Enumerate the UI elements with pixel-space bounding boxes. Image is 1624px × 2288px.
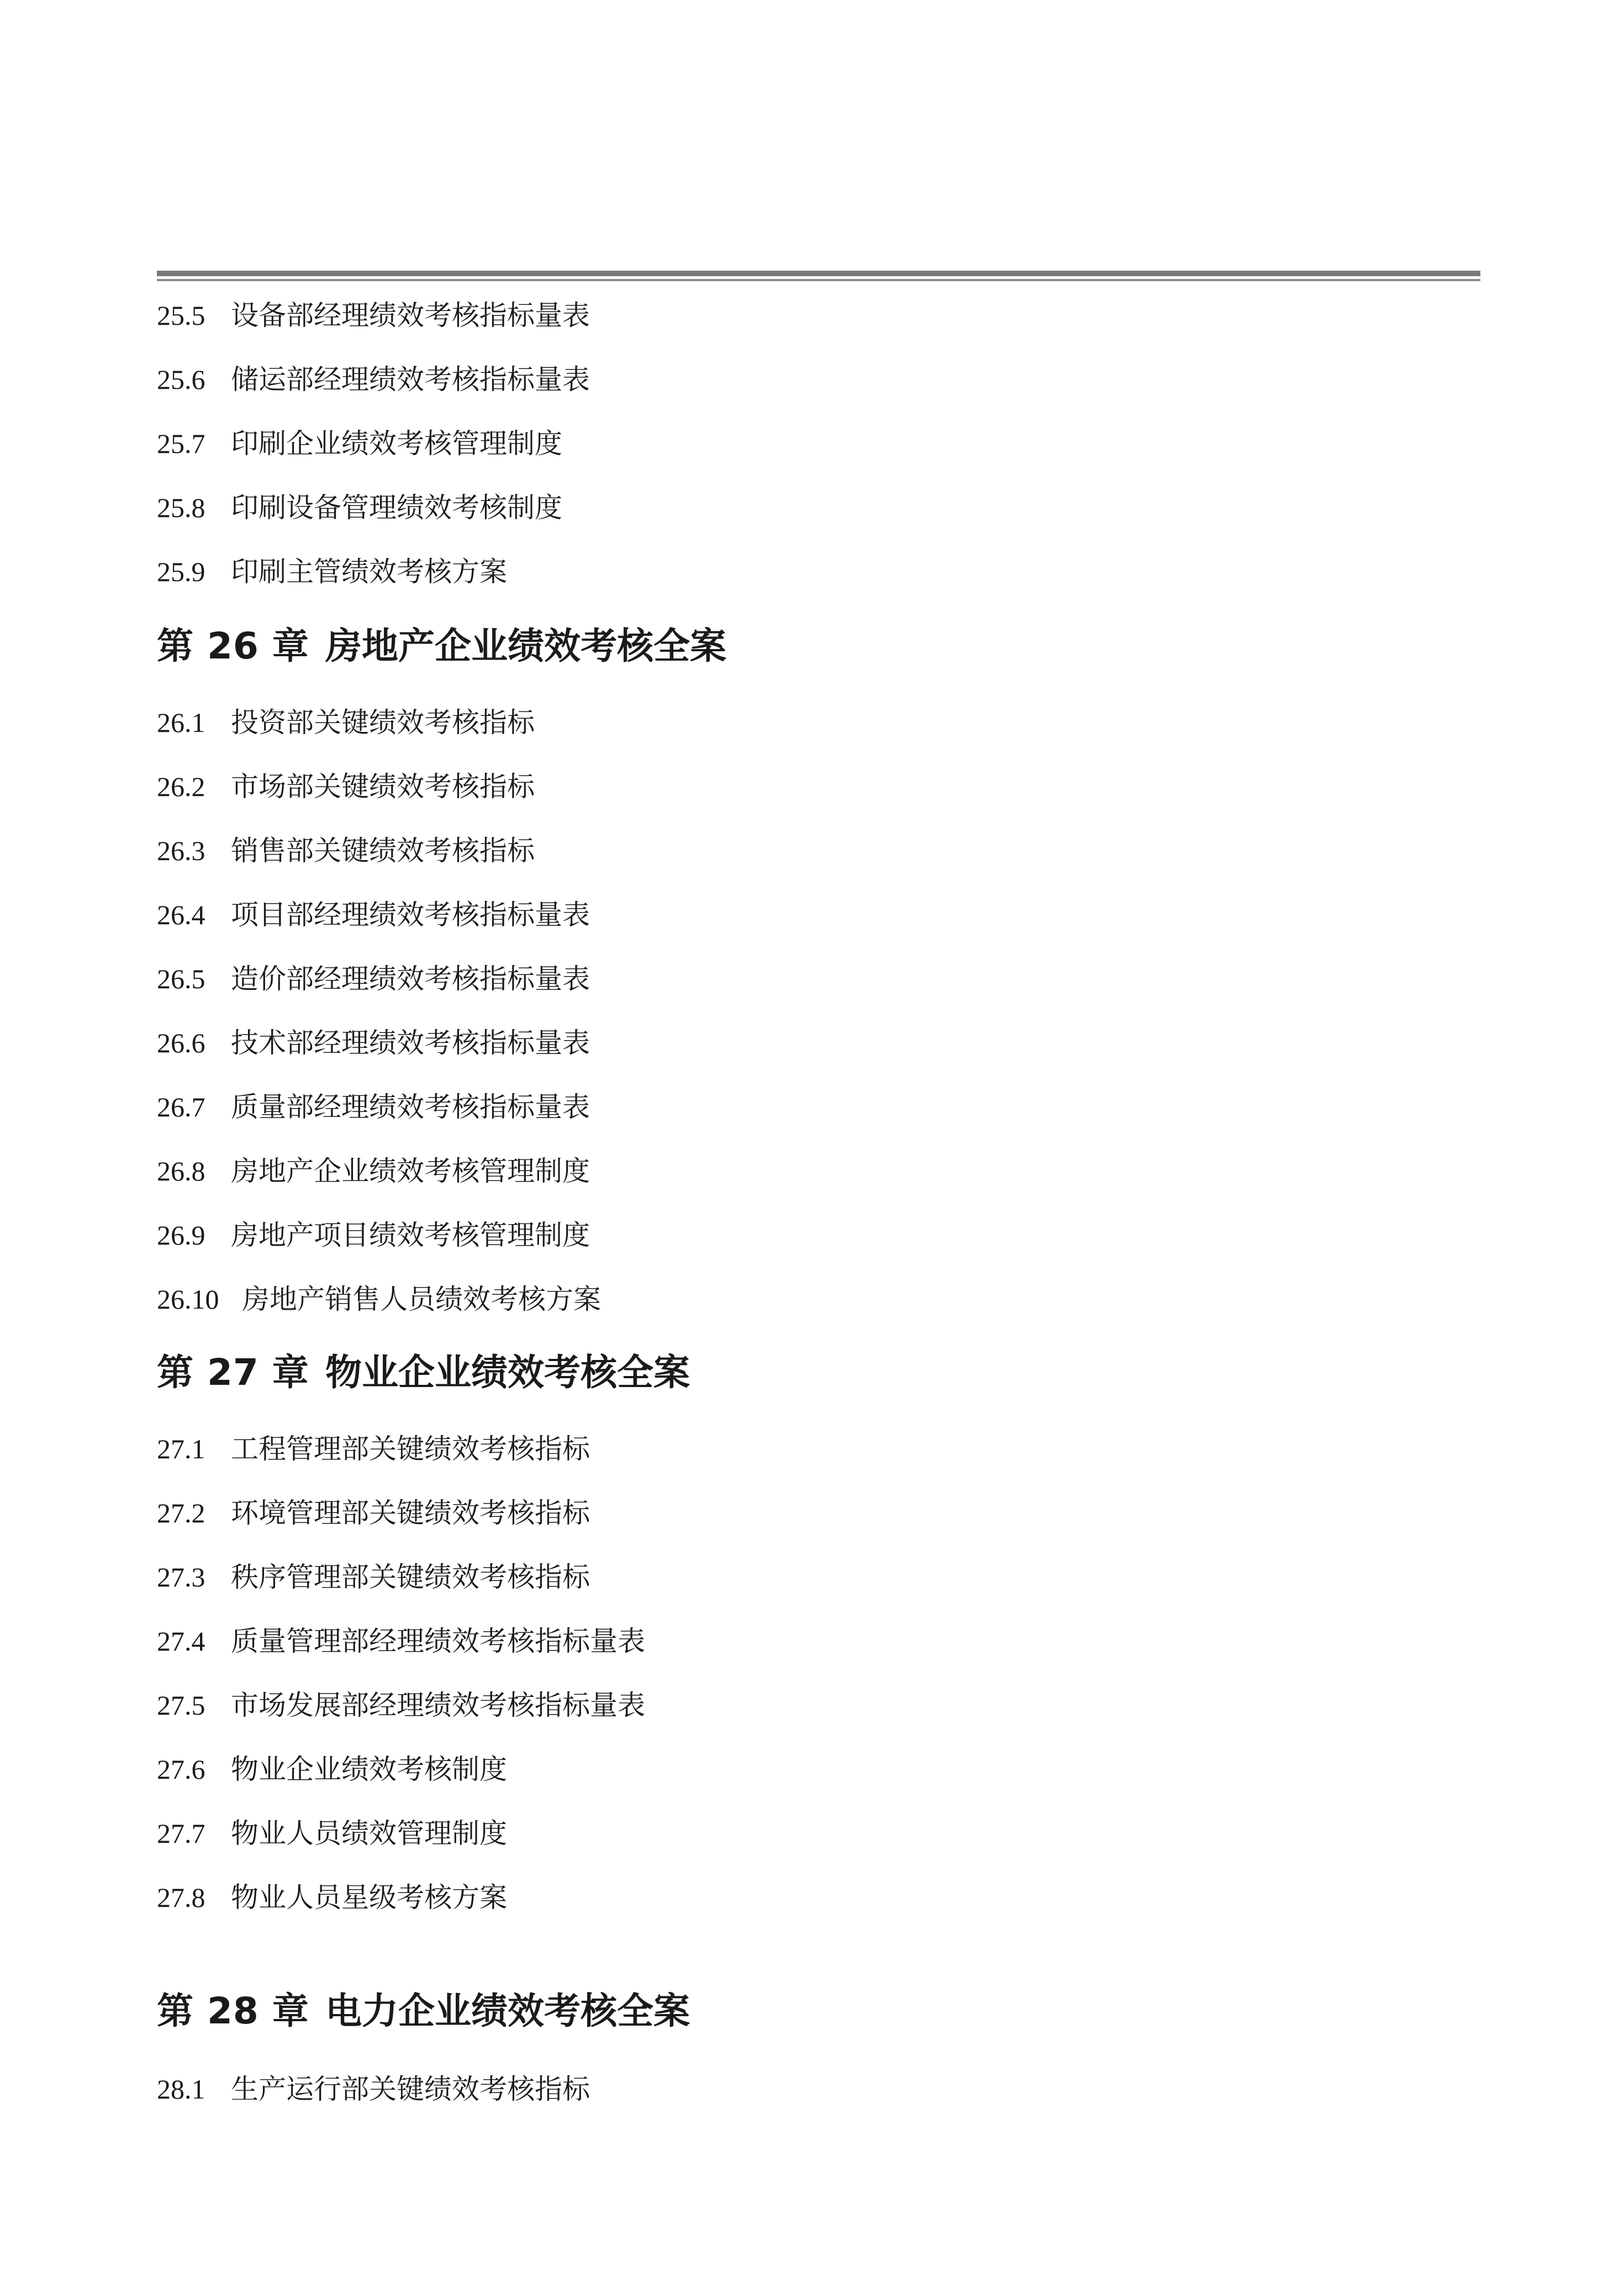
toc-item[interactable] bbox=[157, 965, 590, 993]
toc-item[interactable] bbox=[157, 1157, 590, 1185]
toc-item-title: 印刷设备管理绩效考核制度 bbox=[231, 492, 562, 524]
toc-item-number: 27.7 bbox=[157, 1818, 205, 1849]
toc-item-title: 市场发展部经理绩效考核指标量表 bbox=[231, 1689, 645, 1721]
toc-item[interactable] bbox=[157, 901, 590, 929]
toc-item[interactable] bbox=[157, 771, 535, 803]
toc-item-number: 26.3 bbox=[157, 835, 205, 866]
toc-item-number: 26.4 bbox=[157, 899, 205, 930]
toc-item-title: 销售部关键绩效考核指标 bbox=[231, 835, 535, 867]
toc-item[interactable] bbox=[157, 1029, 590, 1057]
toc-item-number: 25.9 bbox=[157, 556, 205, 587]
chapter-title: 房地产企业绩效考核全案 bbox=[325, 625, 726, 667]
toc-item[interactable] bbox=[157, 2075, 590, 2103]
toc-item[interactable] bbox=[157, 1755, 507, 1783]
toc-item[interactable] bbox=[157, 1817, 507, 1849]
toc-item-title: 市场部关键绩效考核指标 bbox=[231, 771, 535, 803]
toc-item-number: 27.3 bbox=[157, 1562, 205, 1593]
toc-item-number: 27.5 bbox=[157, 1690, 205, 1721]
toc-item-number: 26.1 bbox=[157, 707, 205, 738]
toc-item-number: 26.2 bbox=[157, 771, 205, 802]
toc-item[interactable] bbox=[157, 1563, 590, 1591]
toc-item-title: 项目部经理绩效考核指标量表 bbox=[231, 899, 590, 931]
toc-item[interactable] bbox=[157, 558, 507, 586]
toc-item-number: 25.8 bbox=[157, 492, 205, 523]
toc-item-number: 25.6 bbox=[157, 364, 205, 395]
toc-item-title: 质量部经理绩效考核指标量表 bbox=[231, 1091, 590, 1123]
toc-item-number: 27.6 bbox=[157, 1754, 205, 1785]
toc-item[interactable] bbox=[157, 1435, 590, 1463]
toc-item-title: 储运部经理绩效考核指标量表 bbox=[231, 363, 590, 396]
chapter-label: 第 27 章 bbox=[157, 1351, 309, 1394]
chapter-title: 物业企业绩效考核全案 bbox=[325, 1351, 690, 1394]
toc-item-number: 26.5 bbox=[157, 963, 205, 994]
toc-item-number: 25.5 bbox=[157, 300, 205, 331]
toc-item-title: 技术部经理绩效考核指标量表 bbox=[231, 1027, 590, 1059]
toc-chapter-heading[interactable] bbox=[157, 1990, 690, 2032]
toc-item-number: 26.8 bbox=[157, 1156, 205, 1187]
toc-chapter-heading[interactable] bbox=[157, 625, 726, 667]
toc-item[interactable] bbox=[157, 1691, 645, 1719]
toc-item-number: 26.10 bbox=[157, 1284, 219, 1315]
toc-item-number: 27.1 bbox=[157, 1433, 205, 1464]
toc-item[interactable] bbox=[157, 1093, 590, 1121]
toc-item-title: 生产运行部关键绩效考核指标 bbox=[231, 2073, 590, 2105]
toc-item[interactable] bbox=[157, 428, 562, 460]
toc-item-title: 房地产销售人员绩效考核方案 bbox=[242, 1283, 601, 1315]
toc-item-number: 28.1 bbox=[157, 2074, 205, 2105]
toc-item[interactable] bbox=[157, 1221, 590, 1249]
toc-item-title: 印刷主管绩效考核方案 bbox=[231, 556, 507, 588]
toc-item-title: 物业人员绩效管理制度 bbox=[231, 1817, 507, 1849]
toc-item-title: 造价部经理绩效考核指标量表 bbox=[231, 963, 590, 995]
toc-item[interactable] bbox=[157, 1627, 645, 1655]
toc-item[interactable] bbox=[157, 363, 590, 396]
table-of-contents bbox=[157, 0, 1480, 2288]
toc-item-title: 印刷企业绩效考核管理制度 bbox=[231, 428, 562, 460]
toc-chapter-heading[interactable] bbox=[157, 1351, 690, 1394]
toc-item-title: 投资部关键绩效考核指标 bbox=[231, 707, 535, 739]
toc-item-title: 物业人员星级考核方案 bbox=[231, 1881, 507, 1913]
toc-item-number: 25.7 bbox=[157, 428, 205, 459]
toc-item-title: 房地产项目绩效考核管理制度 bbox=[231, 1219, 590, 1251]
toc-item-title: 环境管理部关键绩效考核指标 bbox=[231, 1497, 590, 1529]
toc-item-title: 物业企业绩效考核制度 bbox=[231, 1753, 507, 1785]
toc-item-number: 27.8 bbox=[157, 1882, 205, 1913]
toc-item-title: 设备部经理绩效考核指标量表 bbox=[231, 299, 590, 331]
toc-item-title: 秩序管理部关键绩效考核指标 bbox=[231, 1561, 590, 1593]
toc-item[interactable] bbox=[157, 1881, 507, 1913]
toc-item[interactable] bbox=[157, 707, 535, 739]
toc-item-title: 工程管理部关键绩效考核指标 bbox=[231, 1433, 590, 1465]
toc-item-title: 房地产企业绩效考核管理制度 bbox=[231, 1155, 590, 1187]
toc-item[interactable] bbox=[157, 492, 562, 524]
toc-item-number: 26.9 bbox=[157, 1220, 205, 1251]
chapter-title: 电力企业绩效考核全案 bbox=[325, 1990, 690, 2032]
toc-item[interactable] bbox=[157, 299, 590, 331]
toc-item[interactable] bbox=[157, 1499, 590, 1527]
toc-item-number: 27.2 bbox=[157, 1498, 205, 1528]
toc-item[interactable] bbox=[157, 1285, 601, 1313]
toc-item-title: 质量管理部经理绩效考核指标量表 bbox=[231, 1625, 645, 1657]
toc-item-number: 26.6 bbox=[157, 1027, 205, 1058]
chapter-label: 第 26 章 bbox=[157, 625, 309, 667]
toc-item[interactable] bbox=[157, 835, 535, 867]
toc-item-number: 26.7 bbox=[157, 1092, 205, 1122]
toc-item-number: 27.4 bbox=[157, 1626, 205, 1657]
chapter-label: 第 28 章 bbox=[157, 1990, 309, 2032]
